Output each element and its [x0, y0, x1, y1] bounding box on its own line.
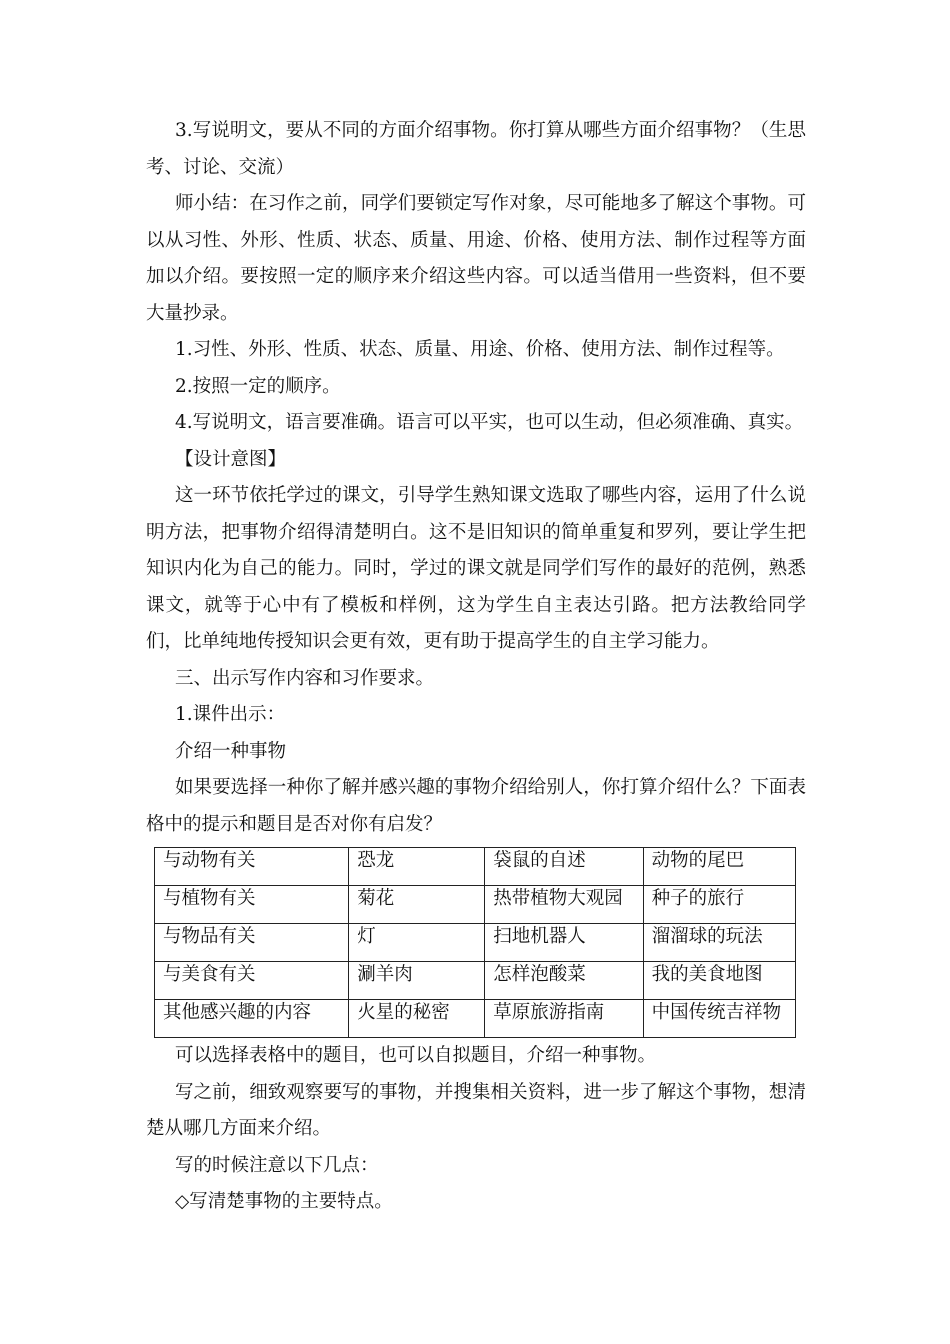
table-row: [155, 962, 796, 1000]
paragraph-task-title: 介绍一种事物: [175, 740, 287, 762]
table-row: [155, 1000, 796, 1038]
section-heading-design-intent: 【设计意图】: [175, 448, 287, 470]
table-cell: 菊花: [349, 886, 485, 924]
table-cell: 与植物有关: [155, 886, 349, 924]
paragraph-writing-aspects: 3.写说明文，要从不同的方面介绍事物。你打算从哪些方面介绍事物？（生思考、讨论、交流）: [146, 120, 806, 178]
table-cell: 溜溜球的玩法: [643, 924, 795, 962]
table-cell: 火星的秘密: [349, 1000, 485, 1038]
paragraph-teacher-summary: 师小结：在习作之前，同学们要锁定写作对象，尽可能地多了解这个事物。可以从习性、外形、性质、状态、质量、用途、价格、使用方法、制作过程等方面加以介绍。要按照一定的顺序来介绍这些内容。可以适当借用一些资料，但不要大量抄录。: [146, 193, 806, 324]
table-cell: 种子的旅行: [643, 886, 795, 924]
table-cell: 热带植物大观园: [485, 886, 643, 924]
table-row: [155, 886, 796, 924]
table-cell: 灯: [349, 924, 485, 962]
table-row: [155, 848, 796, 886]
table-cell: 袋鼠的自述: [485, 848, 643, 886]
table-cell: 中国传统吉祥物: [643, 1000, 795, 1038]
paragraph-design-intent: 这一环节依托学过的课文，引导学生熟知课文选取了哪些内容，运用了什么说明方法，把事物介绍得清楚明白。这不是旧知识的简单重复和罗列，要让学生把知识内化为自己的能力。同时，学过的课文就是同学们写作的最好的范例，熟悉课文，就等于心中有了模板和样例，这为学生自主表达引路。把方法教给同学们，比单纯地传授知识会更有效，更有助于提高学生的自主学习能力。: [146, 485, 806, 652]
table-cell: 与物品有关: [155, 924, 349, 962]
paragraph-note-item: ◇写清楚事物的主要特点。: [175, 1191, 393, 1212]
paragraph-observe: 写之前，细致观察要写的事物，并搜集相关资料，进一步了解这个事物，想清楚从哪几方面来介绍。: [146, 1081, 806, 1139]
paragraph-notes-intro: 写的时候注意以下几点：: [175, 1154, 379, 1176]
table-cell: 其他感兴趣的内容: [155, 1000, 349, 1038]
table-cell: 怎样泡酸菜: [485, 962, 643, 1000]
table-row: [155, 924, 796, 962]
table-cell: 草原旅游指南: [485, 1000, 643, 1038]
topic-table: [154, 847, 796, 1038]
document-body: [146, 113, 806, 1221]
paragraph-task-prompt: 如果要选择一种你了解并感兴趣的事物介绍给别人，你打算介绍什么？下面表格中的提示和题目是否对你有启发？: [146, 777, 806, 835]
table-cell: 涮羊肉: [349, 962, 485, 1000]
table-cell: 扫地机器人: [485, 924, 643, 962]
table-cell: 动物的尾巴: [643, 848, 795, 886]
table-cell: 恐龙: [349, 848, 485, 886]
paragraph-choose-topic: 可以选择表格中的题目，也可以自拟题目，介绍一种事物。: [175, 1045, 657, 1066]
paragraph-courseware: 1.课件出示：: [175, 704, 286, 725]
table-cell: 我的美食地图: [643, 962, 795, 1000]
section-heading-writing-requirements: 三、出示写作内容和习作要求。: [175, 667, 435, 689]
paragraph-point-2: 2.按照一定的顺序。: [175, 375, 341, 397]
table-cell: 与美食有关: [155, 962, 349, 1000]
table-cell: 与动物有关: [155, 848, 349, 886]
paragraph-point-1: 1.习性、外形、性质、状态、质量、用途、价格、使用方法、制作过程等。: [175, 339, 785, 360]
paragraph-point-4: 4.写说明文，语言要准确。语言可以平实，也可以生动，但必须准确、真实。: [175, 412, 804, 433]
